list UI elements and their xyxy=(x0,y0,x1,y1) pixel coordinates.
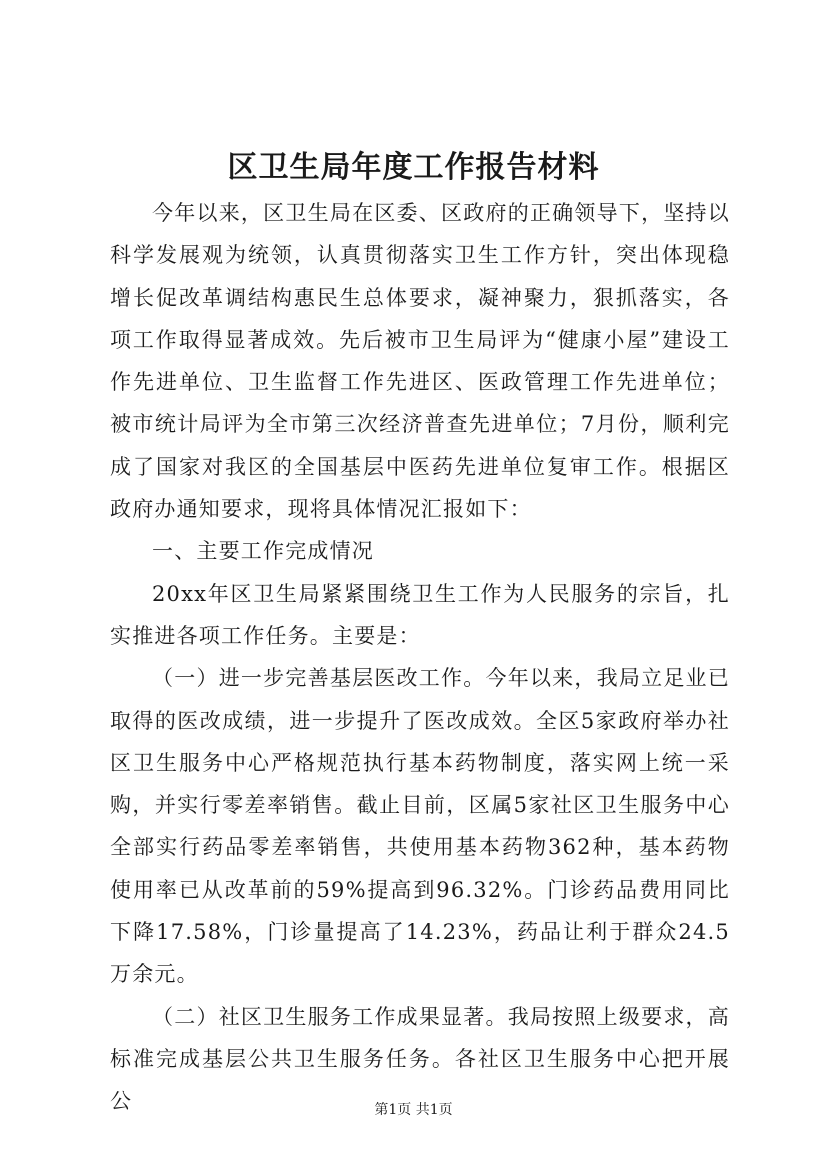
document-title: 区卫生局年度工作报告材料 xyxy=(227,150,600,185)
paragraph-community-health: （二）社区卫生服务工作成果显著。我局按照上级要求，高标准完成基层公共卫生服务任务。各社区卫生服务中心把开展公 xyxy=(110,1004,730,1114)
paragraph-summary: 20xx年区卫生局紧紧围绕卫生工作为人民服务的宗旨，扎实推进各项工作任务。主要是： xyxy=(110,581,730,648)
page-footer xyxy=(0,1100,827,1120)
document-body xyxy=(110,192,730,1123)
section-heading-main-work: 一、主要工作完成情况 xyxy=(152,539,374,564)
paragraph-medical-reform: （一）进一步完善基层医改工作。今年以来，我局立足业已取得的医改成绩，进一步提升了医改成效。全区5家政府举办社区卫生服务中心严格规范执行基本药物制度，落实网上统一采购，并实行零差率销售。截止目前，区属5家社区卫生服务中心全部实行药品零差率销售，共使用基本药物362种，基本药物使用率已从改革前的59%提高到96.32%。门诊药品费用同比下降17.58%，门诊量提高了14.23%，药品让利于群众24.5万余元。 xyxy=(110,666,730,987)
page-number: 第1页 共1页 xyxy=(374,1102,453,1118)
paragraph-intro: 今年以来，区卫生局在区委、区政府的正确领导下，坚持以科学发展观为统领，认真贯彻落实卫生工作方针，突出体现稳增长促改革调结构惠民生总体要求，凝神聚力，狠抓落实，各项工作取得显著成效。先后被市卫生局评为“健康小屋”建设工作先进单位、卫生监督工作先进区、医政管理工作先进单位；被市统计局评为全市第三次经济普查先进单位；7月份，顺利完成了国家对我区的全国基层中医药先进单位复审工作。根据区政府办通知要求，现将具体情况汇报如下： xyxy=(110,201,730,522)
